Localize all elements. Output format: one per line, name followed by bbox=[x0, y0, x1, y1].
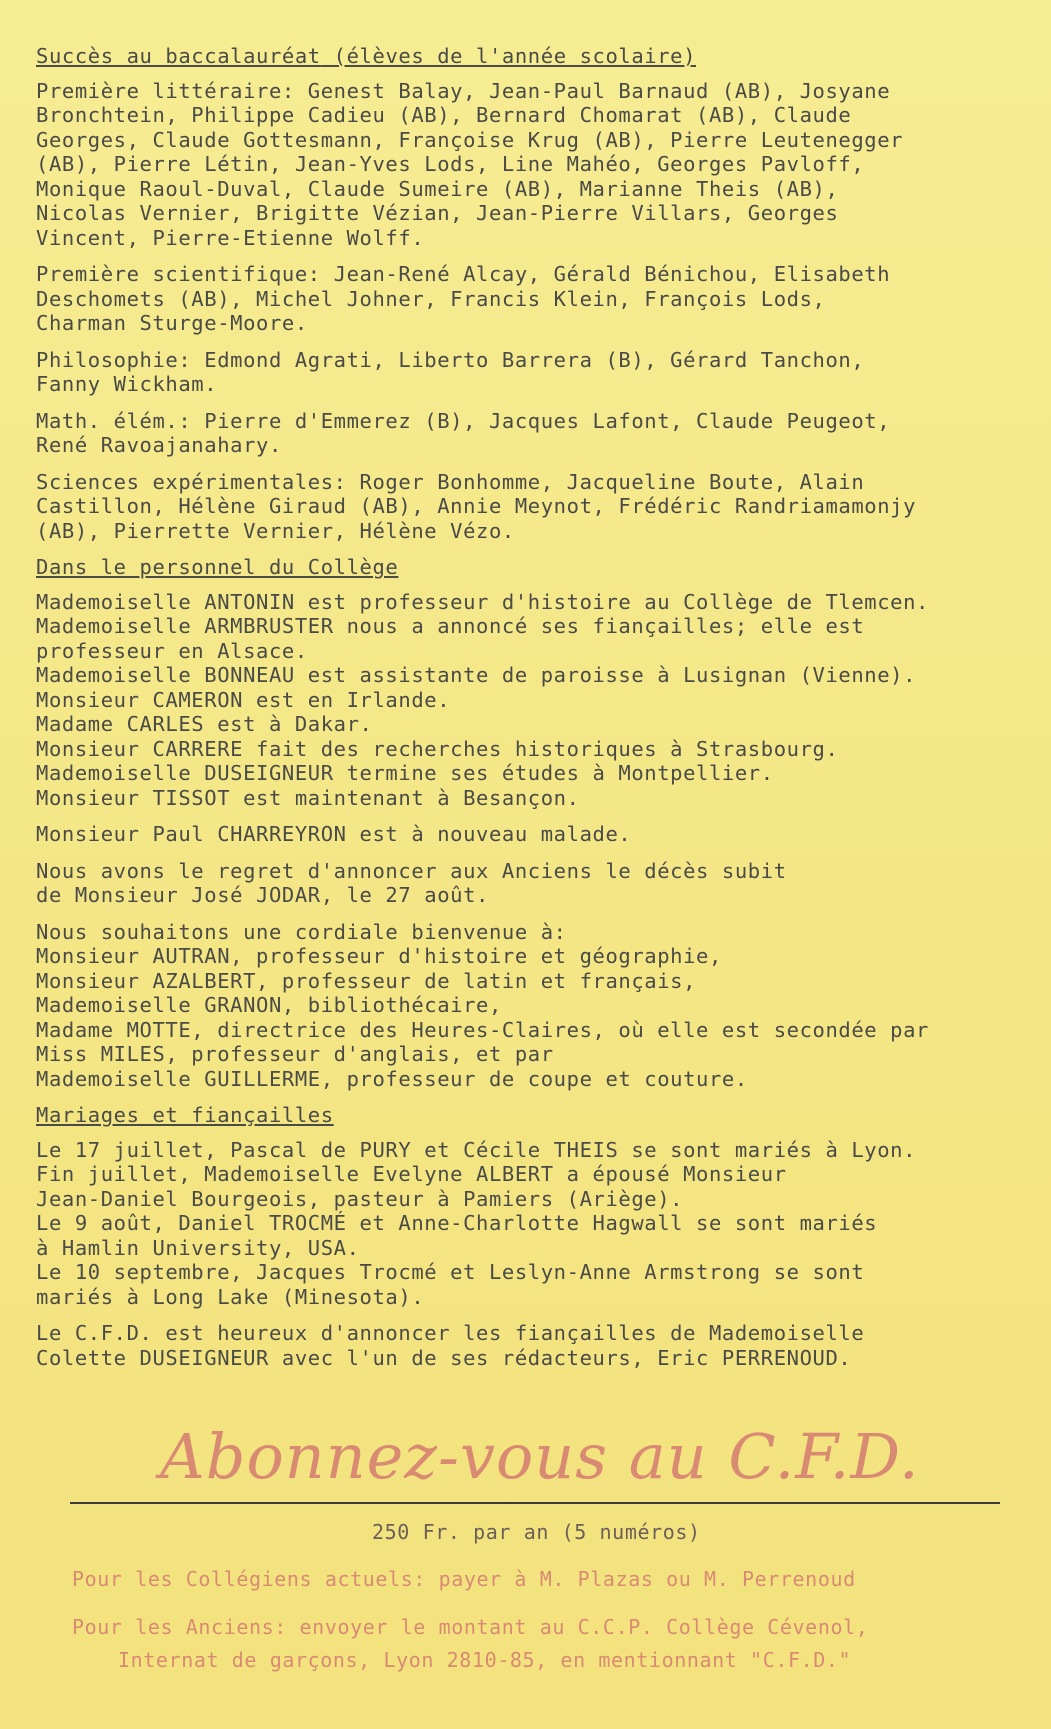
text-line: Mademoiselle GRANON, bibliothécaire, bbox=[36, 993, 502, 1017]
text-line: Nicolas Vernier, Brigitte Vézian, Jean-Pierre Villars, Georges bbox=[36, 201, 839, 225]
text-line: Première scientifique: Jean-René Alcay, Gérald Bénichou, Elisabeth bbox=[36, 262, 891, 286]
paragraph bbox=[36, 79, 1046, 251]
text-line: Première littéraire: Genest Balay, Jean-Paul Barnaud (AB), Josyane bbox=[36, 78, 891, 103]
text-line: Mademoiselle ARMBRUSTER nous a annoncé ses fiançailles; elle est bbox=[36, 614, 865, 638]
text-line: Madame MOTTE, directrice des Heures-Claires, où elle est secondée par bbox=[36, 1017, 930, 1042]
text-line: Deschomets (AB), Michel Johner, Francis Klein, François Lods, bbox=[36, 286, 826, 311]
subscription-alumni-line-2: Internat de garçons, Lyon 2810-85, en mentionnant "C.F.D." bbox=[118, 1648, 852, 1672]
paragraph bbox=[36, 1138, 1046, 1310]
section-heading bbox=[36, 1103, 1046, 1128]
text-line: Sciences expérimentales: Roger Bonhomme, Jacqueline Boute, Alain bbox=[36, 469, 865, 494]
section-heading-text: Mariages et fiançailles bbox=[36, 1103, 334, 1127]
text-line: Monsieur AZALBERT, professeur de latin et français, bbox=[36, 968, 697, 993]
section-heading-text: Dans le personnel du Collège bbox=[36, 555, 399, 579]
section bbox=[36, 555, 1046, 1091]
section-heading-note: (élèves de l'année scolaire) bbox=[320, 44, 697, 68]
text-line: Math. élém.: Pierre d'Emmerez (B), Jacques Lafont, Claude Peugeot, bbox=[36, 408, 891, 433]
section-heading-text: Succès au baccalauréat bbox=[36, 44, 321, 68]
subscription-alumni-line-1: Pour les Anciens: envoyer le montant au C.C.P. Collège Cévenol, bbox=[72, 1615, 869, 1639]
subscription-title: Abonnez-vous au C.F.D. bbox=[160, 1420, 920, 1493]
text-line: Nous avons le regret d'annoncer aux Anciens le décès subit bbox=[36, 858, 787, 883]
text-line: (AB), Pierrette Vernier, Hélène Vézo. bbox=[36, 518, 515, 543]
text-line: Mademoiselle DUSEIGNEUR termine ses études à Montpellier. bbox=[36, 761, 774, 785]
paragraph bbox=[36, 348, 1046, 397]
text-line: Miss MILES, professeur d'anglais, et par bbox=[36, 1042, 554, 1066]
section-heading bbox=[36, 44, 1046, 69]
text-line: Monsieur AUTRAN, professeur d'histoire et géographie, bbox=[36, 944, 722, 968]
text-line: Mademoiselle BONNEAU est assistante de paroisse à Lusignan (Vienne). bbox=[36, 663, 917, 687]
text-line: Mademoiselle ANTONIN est professeur d'histoire au Collège de Tlemcen. bbox=[36, 589, 930, 614]
text-line: à Hamlin University, USA. bbox=[36, 1235, 360, 1260]
text-line: Vincent, Pierre-Etienne Wolff. bbox=[36, 225, 425, 250]
text-line: Mademoiselle GUILLERME, professeur de coupe et couture. bbox=[36, 1066, 748, 1091]
paragraph bbox=[36, 590, 1046, 811]
text-line: Charman Sturge-Moore. bbox=[36, 311, 308, 335]
paragraph bbox=[36, 470, 1046, 544]
section-heading bbox=[36, 555, 1046, 580]
paragraph bbox=[36, 822, 1046, 847]
text-line: Le 17 juillet, Pascal de PURY et Cécile THEIS se sont mariés à Lyon. bbox=[36, 1137, 917, 1162]
text-line: Monsieur Paul CHARREYRON est à nouveau malade. bbox=[36, 822, 632, 846]
text-line: (AB), Pierre Létin, Jean-Yves Lods, Line Mahéo, Georges Pavloff, bbox=[36, 152, 865, 176]
subscription-current-students: Pour les Collégiens actuels: payer à M. Plazas ou M. Perrenoud bbox=[72, 1567, 856, 1591]
subscription-price: 250 Fr. par an (5 numéros) bbox=[372, 1520, 701, 1544]
paragraph bbox=[36, 409, 1046, 458]
section bbox=[36, 1103, 1046, 1370]
paragraph bbox=[36, 1321, 1046, 1370]
text-line: Fin juillet, Mademoiselle Evelyne ALBERT a épousé Monsieur bbox=[36, 1162, 787, 1186]
text-line: de Monsieur José JODAR, le 27 août. bbox=[36, 883, 489, 907]
text-line: Monsieur CAMERON est en Irlande. bbox=[36, 687, 451, 712]
text-line: Fanny Wickham. bbox=[36, 372, 218, 396]
section bbox=[36, 44, 1046, 543]
paragraph bbox=[36, 859, 1046, 908]
text-line: Le 9 août, Daniel TROCMÉ et Anne-Charlotte Hagwall se sont mariés bbox=[36, 1211, 878, 1235]
text-line: Madame CARLES est à Dakar. bbox=[36, 712, 373, 736]
text-line: Georges, Claude Gottesmann, Françoise Krug (AB), Pierre Leutenegger bbox=[36, 127, 904, 152]
text-line: Bronchtein, Philippe Cadieu (AB), Bernard Chomarat (AB), Claude bbox=[36, 103, 852, 127]
text-line: Philosophie: Edmond Agrati, Liberto Barrera (B), Gérard Tanchon, bbox=[36, 347, 865, 372]
text-line: Monique Raoul-Duval, Claude Sumeire (AB), Marianne Theis (AB), bbox=[36, 176, 839, 201]
paragraph bbox=[36, 262, 1046, 336]
text-line: Castillon, Hélène Giraud (AB), Annie Meynot, Frédéric Randriamamonjy bbox=[36, 494, 917, 518]
text-line: Le 10 septembre, Jacques Trocmé et Leslyn-Anne Armstrong se sont bbox=[36, 1260, 865, 1284]
text-line: René Ravoajanahary. bbox=[36, 433, 282, 457]
text-line: Monsieur CARRERE fait des recherches historiques à Strasbourg. bbox=[36, 736, 839, 761]
subscription-divider bbox=[70, 1502, 1000, 1504]
text-line: Nous souhaitons une cordiale bienvenue à: bbox=[36, 919, 567, 944]
text-line: mariés à Long Lake (Minesota). bbox=[36, 1284, 425, 1309]
text-line: Le C.F.D. est heureux d'annoncer les fiançailles de Mademoiselle bbox=[36, 1321, 865, 1345]
text-line: Monsieur TISSOT est maintenant à Besançon. bbox=[36, 785, 580, 810]
newsletter-body bbox=[36, 42, 1046, 1382]
text-line: Colette DUSEIGNEUR avec l'un de ses rédacteurs, Eric PERRENOUD. bbox=[36, 1345, 852, 1370]
text-line: Jean-Daniel Bourgeois, pasteur à Pamiers (Ariège). bbox=[36, 1186, 684, 1211]
text-line: professeur en Alsace. bbox=[36, 638, 308, 663]
paragraph bbox=[36, 920, 1046, 1092]
